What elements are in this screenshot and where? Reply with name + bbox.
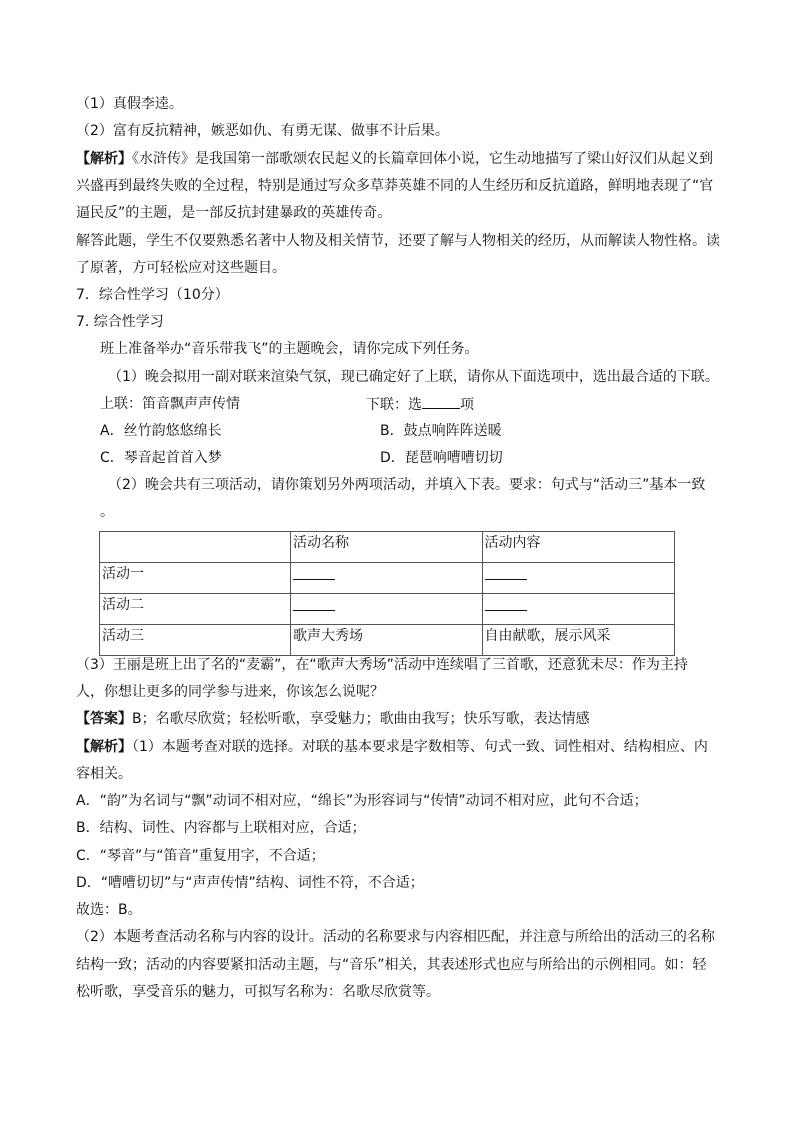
activity-label: 活动二 bbox=[100, 594, 291, 625]
activity-content-cell bbox=[482, 594, 675, 625]
option-blank[interactable] bbox=[422, 394, 460, 409]
table-row bbox=[100, 625, 675, 656]
analysis-text: 《水浒传》是我国第一部歌颂农民起义的长篇章回体小说，它生动地描写了梁山好汉们从起义到 bbox=[132, 151, 713, 167]
activity-content-cell bbox=[482, 563, 675, 594]
table-header-cell: 活动名称 bbox=[291, 532, 482, 563]
lower-couplet-prefix: 下联：选 bbox=[366, 397, 422, 413]
analysis-line: （2）本题考查活动名称与内容的设计。活动的名称要求与内容相匹配，并注意与所给出的活动三的名称 bbox=[76, 929, 715, 945]
task-1-prompt: （1）晚会拟用一副对联来渲染气氛，现已确定好了上联，请你从下面选项中，选出最合适的下联。 bbox=[108, 369, 719, 385]
lower-couplet-suffix: 项 bbox=[460, 397, 474, 413]
task-2-prompt: （2）晚会共有三项活动，请你策划另外两项活动，并填入下表。要求：句式与“活动三”基本一致 bbox=[108, 477, 706, 493]
question-7-heading: 7．综合性学习（10分） bbox=[76, 287, 229, 303]
upper-couplet: 上联：笛音飘声声传情 bbox=[100, 396, 240, 412]
answer-text: B；名歌尽欣赏；轻松听歌，享受魅力；歌曲由我写；快乐写歌，表达情感 bbox=[132, 711, 590, 727]
analysis-line-5: 了原著，方可轻松应对这些题目。 bbox=[76, 260, 286, 276]
analysis-line: 结构一致；活动的内容要紧扣活动主题，与“音乐”相关，其表述形式也应与所给出的示例相同。如：轻 bbox=[76, 957, 707, 973]
activity-table bbox=[99, 531, 675, 656]
activity-content-blank[interactable] bbox=[485, 594, 527, 611]
analysis-text: （1）本题考查对联的选择。对联的基本要求是字数相等、句式一致、词性相对、结构相应、内 bbox=[132, 739, 708, 755]
answer-paragraph bbox=[76, 709, 590, 729]
option-c: C．琴音起首首入梦 bbox=[100, 450, 222, 466]
analysis-line-2: 兴盛再到最终失败的全过程，特别是通过写众多草莽英雄不同的人生经历和反抗道路，鲜明地表现了“官 bbox=[76, 178, 714, 194]
activity-content: 自由献歌，展示风采 bbox=[482, 625, 675, 656]
option-b: B．鼓点响阵阵送暖 bbox=[380, 423, 502, 439]
analysis-line: D．“嘈嘈切切”与“声声传情”结构、词性不符，不合适； bbox=[76, 875, 424, 891]
table-header-row bbox=[100, 532, 675, 563]
answer-line-2: （2）富有反抗精神，嫉恶如仇、有勇无谋、做事不计后果。 bbox=[76, 123, 449, 139]
activity-name: 歌声大秀场 bbox=[291, 625, 482, 656]
analysis-line-3: 逼民反”的主题，是一部反抗封建暴政的英雄传奇。 bbox=[76, 205, 392, 221]
activity-label: 活动一 bbox=[100, 563, 291, 594]
options-row-1 bbox=[100, 421, 700, 441]
answer-line-1: （1）真假李逵。 bbox=[76, 96, 183, 112]
activity-name-blank[interactable] bbox=[293, 563, 335, 580]
analysis-tag: 【解析】 bbox=[76, 151, 132, 167]
task-3-prompt: （3）王丽是班上出了名的“麦霸”，在“歌声大秀场”活动中连续唱了三首歌，还意犹未尽：作为主持 bbox=[76, 657, 688, 673]
question-7-intro: 班上准备举办“音乐带我飞”的主题晚会，请你完成下列任务。 bbox=[100, 341, 479, 357]
task-2-prompt-end: 。 bbox=[100, 504, 114, 520]
table-header-cell: 活动内容 bbox=[482, 532, 675, 563]
analysis-paragraph-1 bbox=[76, 149, 713, 169]
option-d: D．琵琶响嘈嘈切切 bbox=[380, 450, 503, 466]
options-row-2 bbox=[100, 448, 700, 468]
answer-tag: 【答案】 bbox=[76, 711, 132, 727]
analysis-line: 松听歌，享受音乐的魅力，可拟写名称为：名歌尽欣赏等。 bbox=[76, 984, 440, 1000]
activity-label: 活动三 bbox=[100, 625, 291, 656]
lower-couplet-answer bbox=[366, 394, 474, 415]
analysis-line-4: 解答此题，学生不仅要熟悉名著中人物及相关情节，还要了解与人物相关的经历，从而解读人物性格。读 bbox=[76, 233, 720, 249]
activity-name-blank[interactable] bbox=[293, 594, 335, 611]
table-header-cell bbox=[100, 532, 291, 563]
activity-name-cell bbox=[291, 594, 482, 625]
table-row bbox=[100, 594, 675, 625]
analysis-line: A．“韵”为名词与“飘”动词不相对应，“绵长”为形容词与“传情”动词不相对应，此句不合适； bbox=[76, 793, 648, 809]
couplet-line bbox=[100, 394, 700, 414]
question-7-subheading: 7. 综合性学习 bbox=[76, 314, 164, 330]
task-3-prompt-line-2: 人，你想让更多的同学参与进来，你该怎么说呢？ bbox=[76, 684, 384, 700]
analysis-line: C．“琴音”与“笛音”重复用字，不合适； bbox=[76, 848, 325, 864]
analysis-line: 容相关。 bbox=[76, 766, 132, 782]
activity-name-cell bbox=[291, 563, 482, 594]
analysis-line: 故选：B。 bbox=[76, 902, 142, 918]
activity-content-blank[interactable] bbox=[485, 563, 527, 580]
analysis-tag: 【解析】 bbox=[76, 739, 132, 755]
option-a: A．丝竹韵悠悠绵长 bbox=[100, 423, 222, 439]
analysis-line: B．结构、词性、内容都与上联相对应，合适； bbox=[76, 820, 366, 836]
table-row bbox=[100, 563, 675, 594]
analysis-paragraph-2 bbox=[76, 737, 708, 757]
